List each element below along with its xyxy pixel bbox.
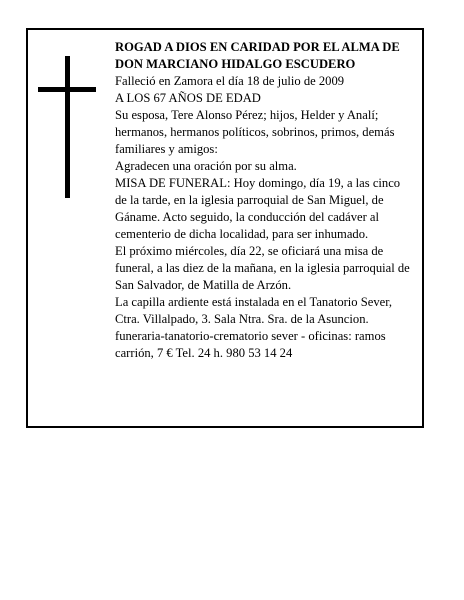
age-line: A LOS 67 AÑOS DE EDAD — [115, 91, 261, 105]
thanks-line: Agradecen una oración por su alma. — [115, 159, 297, 173]
cross-horizontal-bar — [38, 87, 96, 92]
family-paragraph: Su esposa, Tere Alonso Pérez; hijos, Helder y Analí; hermanos, hermanos políticos, sobrinos, primos, demás familiares y amigos: — [115, 108, 395, 156]
cross-vertical-bar — [65, 56, 70, 198]
latin-cross-icon — [38, 56, 96, 198]
notice-text — [115, 39, 415, 362]
wednesday-mass-paragraph: El próximo miércoles, día 22, se oficiará una misa de funeral, a las diez de la mañana, en la iglesia parroquial de San Salvador, de Matilla de Arzón. — [115, 244, 410, 292]
chapel-paragraph: La capilla ardiente está instalada en el Tanatorio Sever, Ctra. Villalpado, 3. Sala Ntra. Sra. de la Asuncion. funeraria-tanatorio-crematorio sever - oficinas: ramos carrión, 7 € Tel. 24 h. 980 53 14 24 — [115, 295, 393, 360]
obituary-notice — [26, 28, 424, 428]
notice-heading: ROGAD A DIOS EN CARIDAD POR EL ALMA DE DON MARCIANO HIDALGO ESCUDERO — [115, 40, 400, 71]
death-line: Falleció en Zamora el día 18 de julio de 2009 — [115, 74, 345, 88]
funeral-mass-paragraph: MISA DE FUNERAL: Hoy domingo, día 19, a las cinco de la tarde, en la iglesia parroquial de San Miguel, de Gáname. Acto seguido, la conducción del cadáver al cementerio de dicha localidad, para ser inhumado. — [115, 176, 401, 241]
